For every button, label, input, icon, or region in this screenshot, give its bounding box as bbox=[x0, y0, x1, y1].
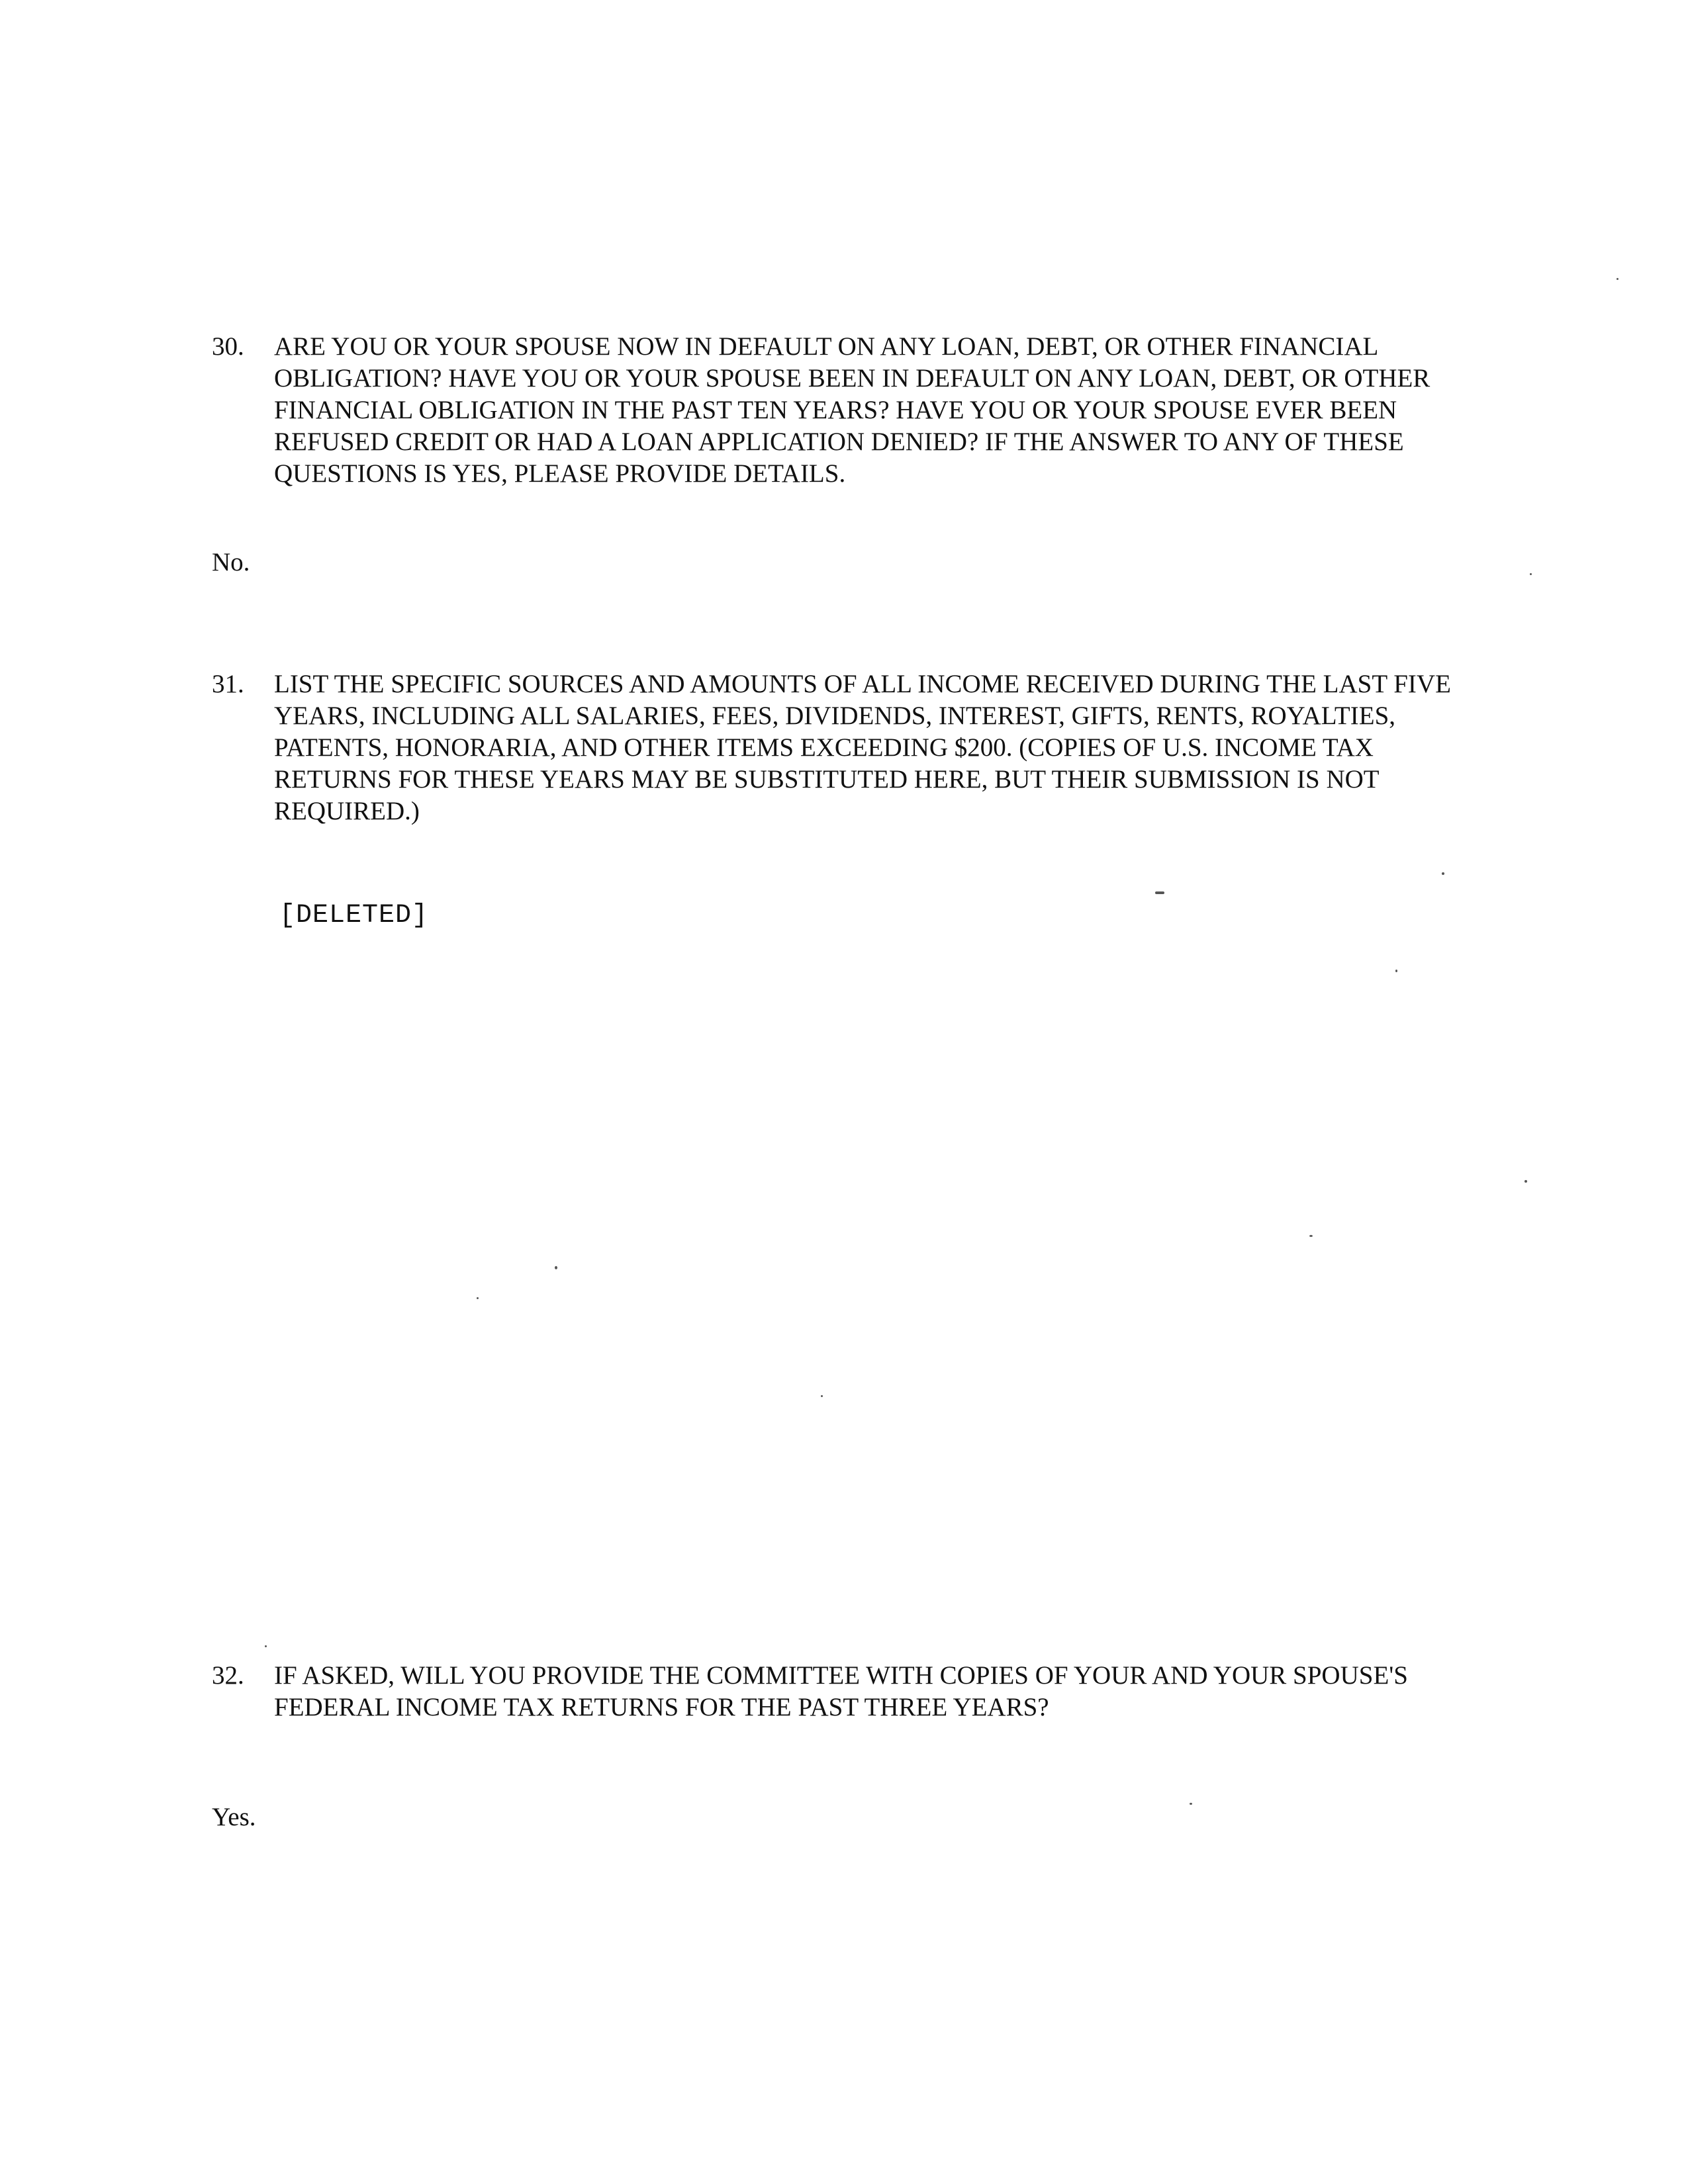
scan-speck bbox=[1309, 1235, 1313, 1237]
scan-speck bbox=[1442, 872, 1444, 875]
answer-31-redacted: [DELETED] bbox=[279, 901, 429, 931]
scan-speck bbox=[555, 1266, 557, 1269]
question-30 bbox=[212, 331, 1483, 490]
question-number: 31. bbox=[212, 670, 244, 698]
answer-30: No. bbox=[212, 548, 250, 576]
scan-speck bbox=[1155, 891, 1164, 894]
question-number: 32. bbox=[212, 1661, 244, 1690]
scan-speck bbox=[821, 1395, 823, 1397]
question-number: 30. bbox=[212, 332, 244, 361]
scan-speck bbox=[265, 1645, 267, 1647]
scan-speck bbox=[1395, 970, 1397, 972]
question-text: LIST THE SPECIFIC SOURCES AND AMOUNTS OF ALL INCOME RECEIVED DURING THE LAST FIVE YEARS, INCLUDING ALL SALARIES, FEES, DIVIDENDS, INTEREST, GIFTS, RENTS, ROYALTIES, PATENTS, HONORARIA, AND OTHER ITEMS EXCEEDING $200. (COPIES OF U.S. INCOME TAX RETURNS FOR THESE YEARS MAY BE SUBSTITUTED HERE, BUT THEIR SUBMISSION IS NOT REQUIRED.) bbox=[274, 670, 1451, 825]
scan-speck bbox=[1530, 573, 1532, 575]
question-32 bbox=[212, 1660, 1483, 1723]
answer-32: Yes. bbox=[212, 1803, 256, 1831]
scan-speck bbox=[1524, 1180, 1527, 1183]
scan-speck bbox=[1617, 278, 1618, 280]
scan-speck bbox=[1190, 1803, 1192, 1805]
question-text: IF ASKED, WILL YOU PROVIDE THE COMMITTEE WITH COPIES OF YOUR AND YOUR SPOUSE'S FEDERAL INCOME TAX RETURNS FOR THE PAST THREE YEARS? bbox=[274, 1661, 1408, 1721]
question-text: ARE YOU OR YOUR SPOUSE NOW IN DEFAULT ON ANY LOAN, DEBT, OR OTHER FINANCIAL OBLIGATION? HAVE YOU OR YOUR SPOUSE BEEN IN DEFAULT ON ANY LOAN, DEBT, OR OTHER FINANCIAL OBLIGATION IN THE PAST TEN YEARS? HAVE YOU OR YOUR SPOUSE EVER BEEN REFUSED CREDIT OR HAD A LOAN APPLICATION DENIED? IF THE ANSWER TO ANY OF THESE QUESTIONS IS YES, PLEASE PROVIDE DETAILS. bbox=[274, 332, 1430, 488]
question-31 bbox=[212, 668, 1483, 827]
scan-speck bbox=[477, 1297, 479, 1299]
